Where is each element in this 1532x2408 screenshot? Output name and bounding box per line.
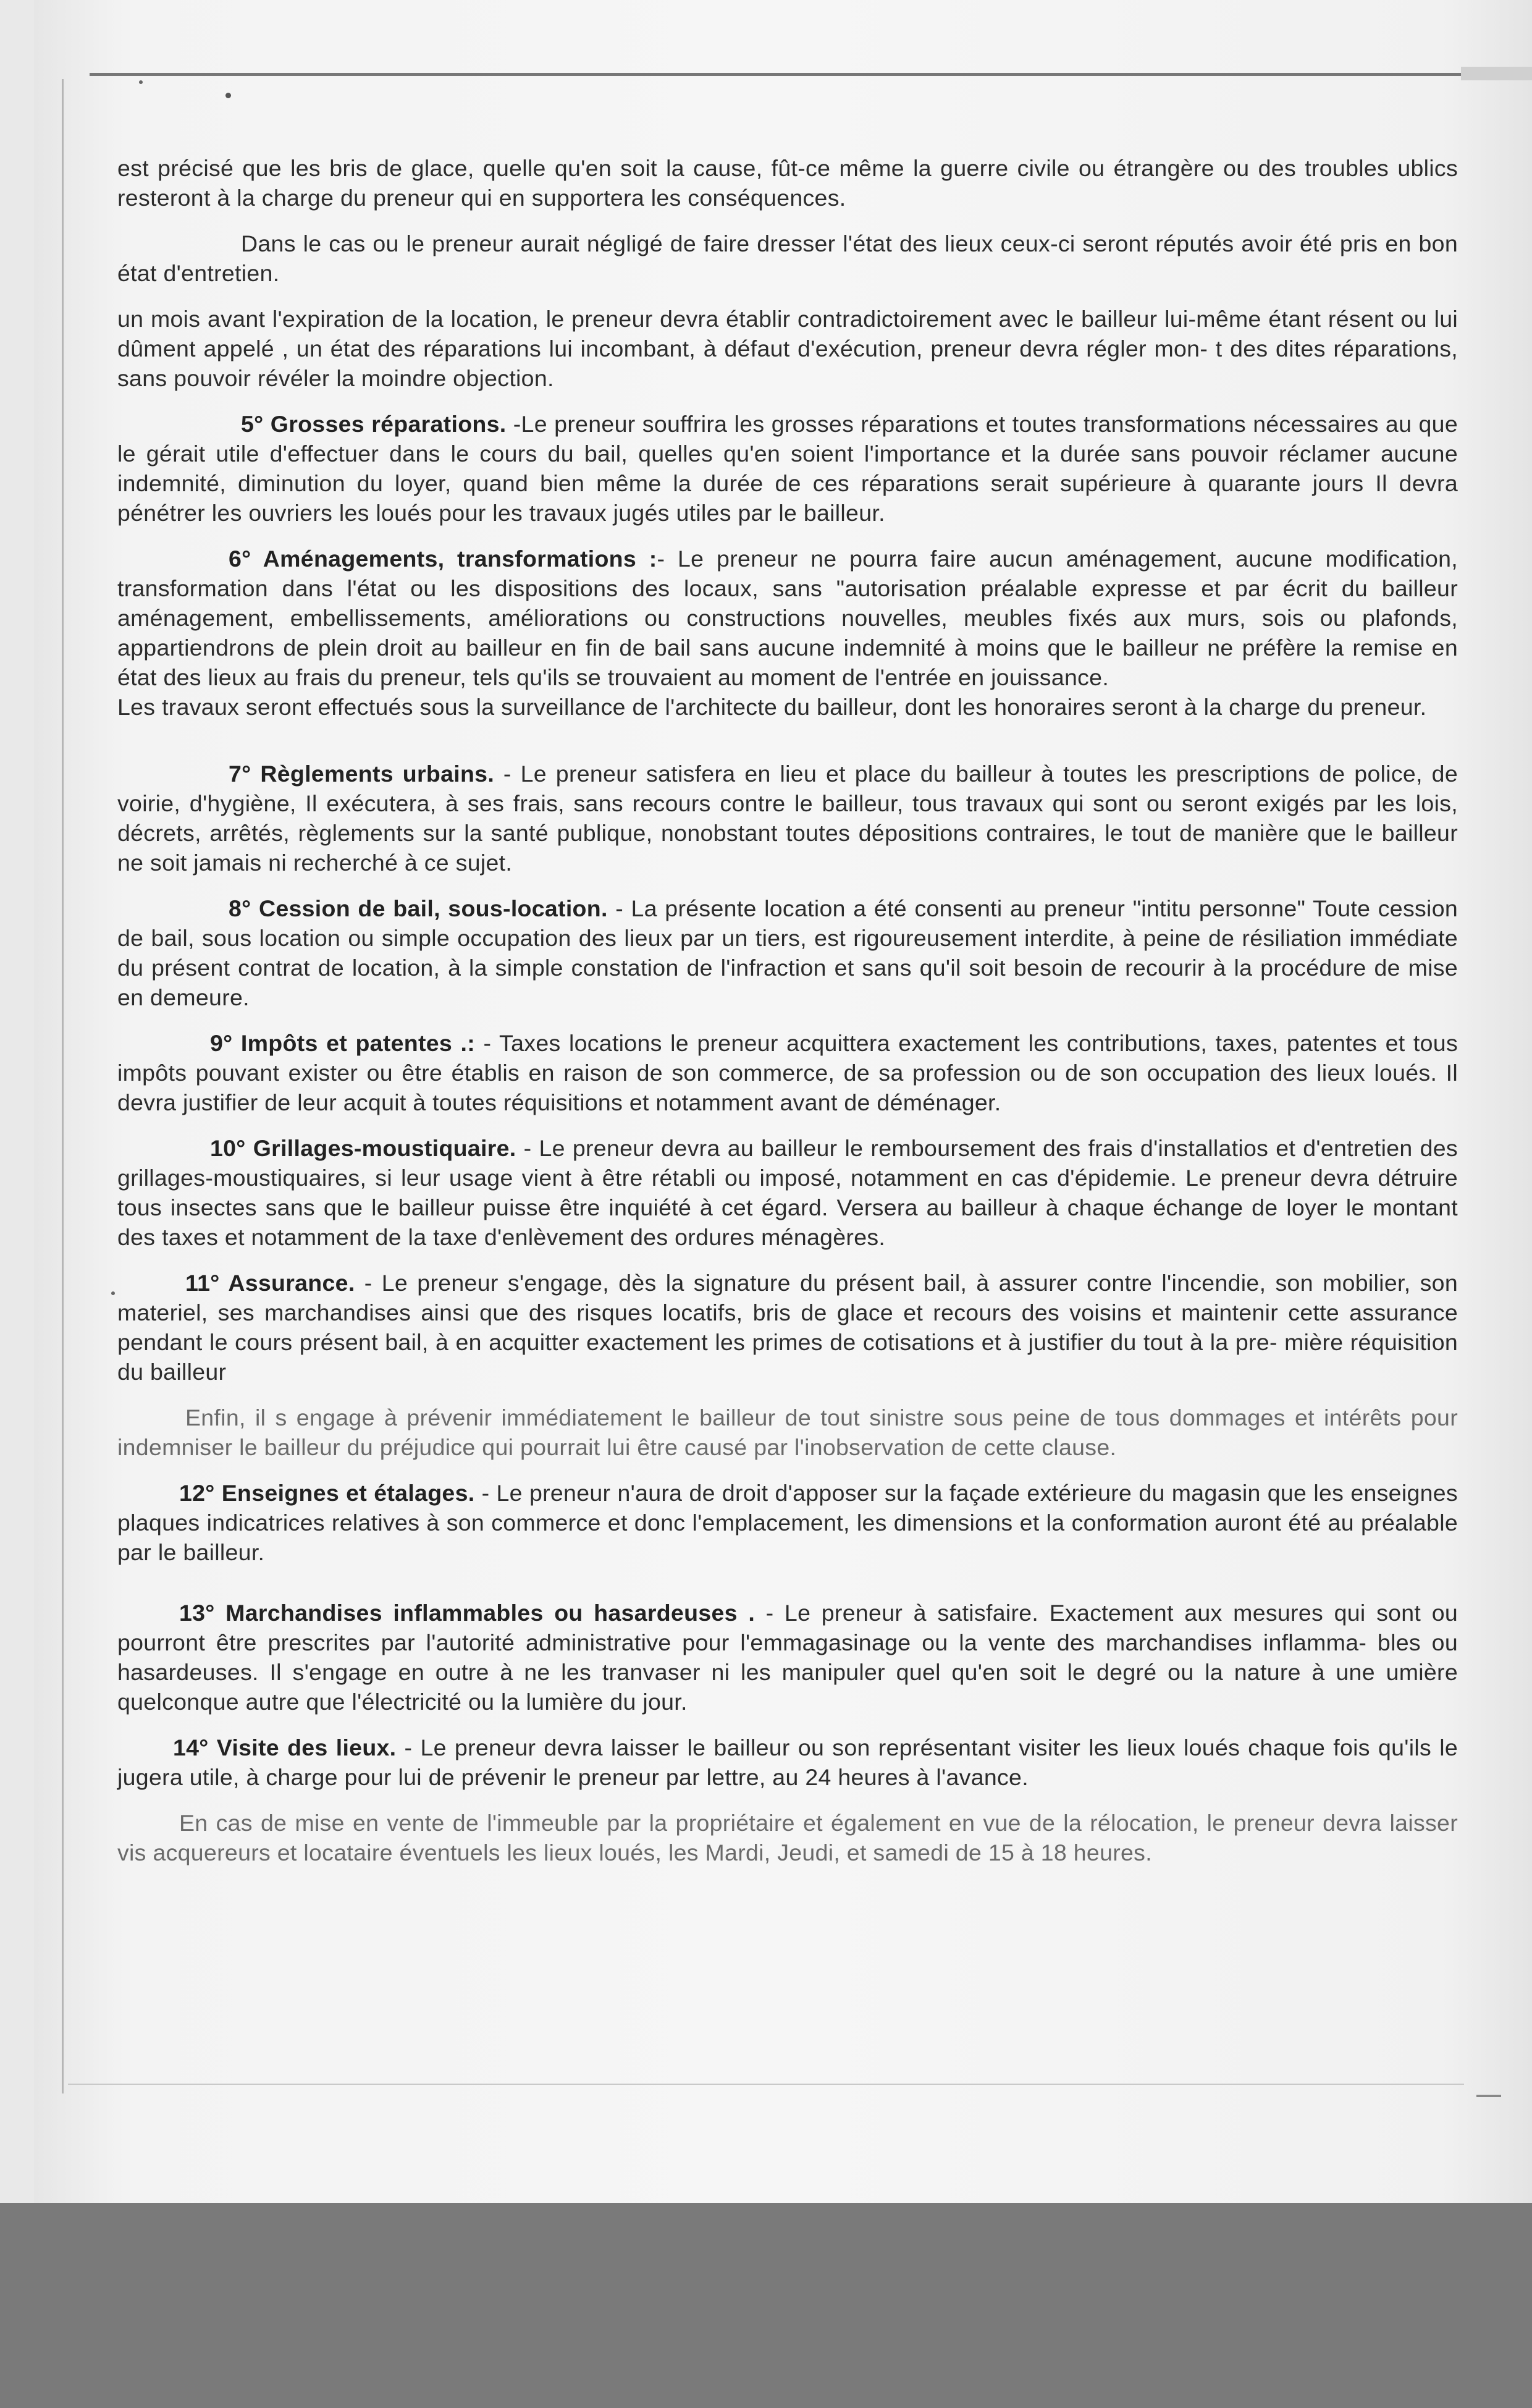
clause-heading: 10° Grillages-moustiquaire. bbox=[210, 1135, 516, 1161]
clause-heading: 11° Assurance. bbox=[185, 1270, 355, 1296]
paragraph-text: Dans le cas ou le preneur aurait négligé de faire dresser l'état des lieux ceux-ci seront réputés avoir été pris en bon état d'entretien. bbox=[117, 230, 1458, 286]
bottom-right-mark bbox=[1476, 2095, 1501, 2097]
scan-speck bbox=[139, 80, 143, 84]
clause-5-major-repairs bbox=[117, 409, 1458, 528]
clause-text: - Le preneur devra laisser le bailleur ou son représentant visiter les lieux loués chaque fois qu'ils le jugera utile, à charge pour lui de prévenir le preneur par lettre, au 24 heures à l'avance. bbox=[117, 1734, 1458, 1790]
paragraph-text: En cas de mise en vente de l'immeuble par la propriétaire et également en vue de la rélocation, le preneur devra laisser vis acquereurs et locataire éventuels les lieux loués, les Mardi, Jeudi, et samedi de 15 à 18 heures. bbox=[117, 1810, 1458, 1865]
paragraph-sale-visits bbox=[117, 1808, 1458, 1867]
clause-heading: 13° Marchandises inflammables ou hasardeuses . bbox=[179, 1600, 755, 1626]
paragraph-text: Enfin, il s engage à prévenir immédiatement le bailleur de tout sinistre sous peine de tous dommages et intérêts pour indemniser le bailleur du préjudice qui pourrait lui être causé par l'inobservation de cette clause. bbox=[117, 1405, 1458, 1460]
bottom-margin-line bbox=[68, 2084, 1464, 2085]
clause-11-insurance bbox=[117, 1268, 1458, 1387]
clause-12-signs-displays bbox=[117, 1478, 1458, 1567]
top-border-line bbox=[90, 73, 1461, 76]
scan-speck bbox=[225, 93, 231, 98]
clause-heading: 8° Cession de bail, sous-location. bbox=[229, 895, 608, 921]
clause-text: - Le preneur devra au bailleur le remboursement des frais d'installatios et d'entretien des grillages-moustiquaires, si leur usage vient à être rétabli ou imposé, notamment en cas d'épidemie. Le preneur devra détruire tous insectes sans que le bailleur puisse être inquiété à cet égard. Versera au bailleur à chaque échange de loyer le montant des taxes et notamment de la taxe d'enlèvement des ordures ménagères. bbox=[117, 1135, 1458, 1250]
clause-8-lease-assignment bbox=[117, 893, 1458, 1012]
clause-9-taxes bbox=[117, 1028, 1458, 1117]
clause-heading: 12° Enseignes et étalages. bbox=[179, 1480, 475, 1506]
document-body bbox=[117, 153, 1458, 1867]
paragraph-text: est précisé que les bris de glace, quelle qu'en soit la cause, fût-ce même la guerre civile ou étrangère ou des troubles ublics resteront à la charge du preneur qui en supportera les conséquences. bbox=[117, 155, 1458, 211]
paragraph-text: Les travaux seront effectués sous la surveillance de l'architecte du bailleur, dont les honoraires seront à la charge du preneur. bbox=[117, 694, 1427, 720]
clause-text: - La présente location a été consenti au preneur "intitu personne" Toute cession de bail, sous location ou simple occupation des lieux par un tiers, est rigoureusement interdite, à peine de résiliation immédiate du présent contrat de location, à la simple constation de l'infraction et sans qu'il soit besoin de recourir à la procédure de mise en demeure. bbox=[117, 895, 1458, 1010]
clause-text: - Le preneur s'engage, dès la signature du présent bail, à assurer contre l'incendie, son mobilier, son materiel, ses marchandises ainsi que des risques locatifs, bris de glace et recours des voisins et maintenir cette assurance pendant le cours présent bail, à en acquitter exactement les primes de cotisations et à justifier du tout à la pre- mière réquisition du bailleur bbox=[117, 1270, 1458, 1385]
paragraph-works-supervision bbox=[117, 692, 1458, 722]
clause-heading: 5° Grosses réparations. bbox=[241, 411, 507, 437]
clause-heading: 14° Visite des lieux. bbox=[173, 1734, 397, 1760]
paragraph-claim-notice bbox=[117, 1403, 1458, 1462]
top-edge-shadow bbox=[1461, 67, 1532, 80]
clause-7-urban-regulations bbox=[117, 759, 1458, 877]
clause-text: - Le preneur n'aura de droit d'apposer sur la façade extérieure du magasin que les enseignes plaques indicatrices relatives à son commerce et donc l'emplacement, les dimensions et la conformation auront été au préalable par le bailleur. bbox=[117, 1480, 1458, 1565]
clause-13-hazardous-goods bbox=[117, 1598, 1458, 1717]
clause-text: -Le preneur souffrira les grosses réparations et toutes transformations nécessaires au que le gérait utile d'effectuer dans le cours du bail, quelles qu'en soient l'importance et la durée sans pouvoir réclamer aucune indemnité, diminution du loyer, quand bien même la durée de ces réparations serait supérieure à quarante jours Il devra pénétrer les ouvriers les loués pour les travaux jugés utiles par le bailleur. bbox=[117, 411, 1458, 526]
paragraph-inventory-state bbox=[117, 229, 1458, 288]
clause-heading: 7° Règlements urbains. bbox=[229, 761, 495, 787]
left-margin-line bbox=[62, 79, 64, 2093]
clause-6-alterations bbox=[117, 544, 1458, 692]
clause-text: - Le preneur satisfera en lieu et place du bailleur à toutes les prescriptions de police, de voirie, d'hygiène, Il exécutera, à ses frais, sans recours contre le bailleur, tous travaux qui sont ou seront exigés par les lois, décrets, arrêtés, règlements sur la santé publique, nonobstant toutes dépositions contraires, le tout de manière que le bailleur ne soit jamais ni recherché à ce sujet. bbox=[117, 761, 1458, 876]
clause-heading: 9° Impôts et patentes .: bbox=[210, 1030, 476, 1056]
clause-14-premises-visit bbox=[117, 1733, 1458, 1792]
paragraph-glass-breakage bbox=[117, 153, 1458, 213]
paragraph-text: un mois avant l'expiration de la location, le preneur devra établir contradictoirement avec le bailleur lui-même étant résent ou lui dûment appelé , un état des réparations lui incombant, à défaut d'exécution, preneur devra régler mon- t des dites réparations, sans pouvoir révéler la moindre objection. bbox=[117, 306, 1458, 391]
paragraph-repairs-inventory bbox=[117, 304, 1458, 393]
clause-text: - Le preneur ne pourra faire aucun aménagement, aucune modification, transformation dans l'état ou les dispositions des locaux, sans "autorisation préalable expresse et par écrit du bailleur aménagement, embellissements, améliorations ou constructions nouvelles, meubles fixés aux murs, sois ou plafonds, appartiendrons de plein droit au bailleur en fin de bail sans aucune indemnité à moins que le bailleur ne préfère la remise en état des lieux au frais du preneur, tels qu'ils se trouvaient au moment de l'entrée en jouissance. bbox=[117, 546, 1458, 690]
clause-text: - Taxes locations le preneur acquittera exactement les contributions, taxes, patentes et tous impôts pouvant exister ou être établis en raison de son commerce, de sa profession ou de son occupation des lieux loués. Il devra justifier de leur acquit à toutes réquisitions et notamment avant de déménager. bbox=[117, 1030, 1458, 1115]
clause-10-mosquito-screens bbox=[117, 1133, 1458, 1252]
scan-speck bbox=[111, 1291, 115, 1295]
clause-heading: 6° Aménagements, transformations : bbox=[229, 546, 657, 572]
clause-text: - Le preneur à satisfaire. Exactement aux mesures qui sont ou pourront être prescrites par l'autorité administrative pour l'emmagasinage ou la vente des marchandises inflamma- bles ou hasardeuses. Il s'engage en outre à ne les tranvaser ni les manipuler quel qu'en soit le degré ou la nature à une umière quelconque autre que l'électricité ou la lumière du jour. bbox=[117, 1600, 1458, 1715]
